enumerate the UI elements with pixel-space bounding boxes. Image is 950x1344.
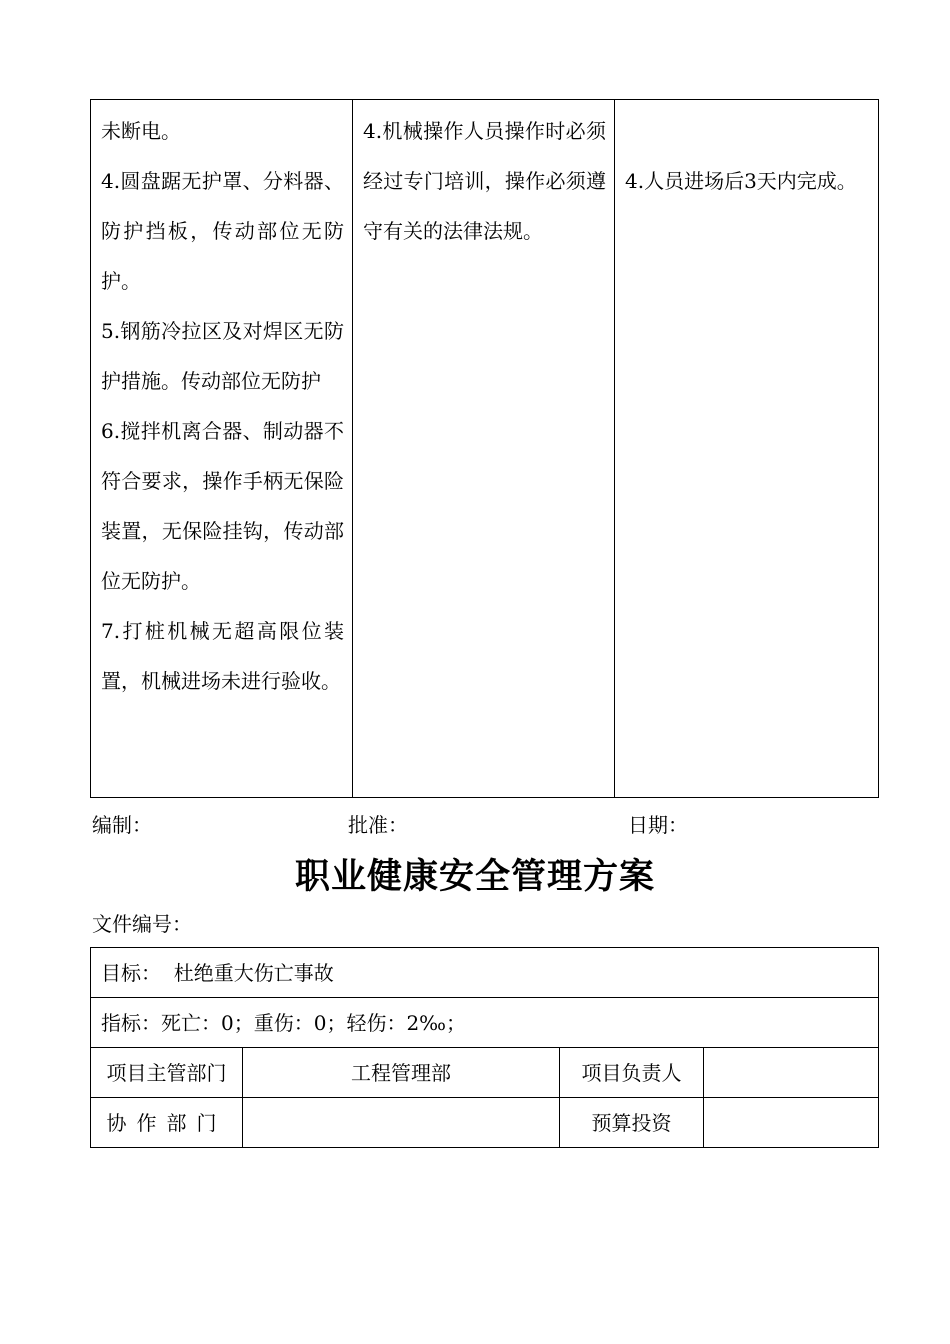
measure-cell	[353, 100, 615, 798]
dept-value-cell: 工程管理部	[243, 1048, 560, 1098]
hazard-item: 未断电。	[101, 119, 181, 143]
table-row	[91, 1048, 879, 1098]
coop-value-cell	[243, 1098, 560, 1148]
hazard-item: 5.钢筋冷拉区及对焊区无防护措施。传动部位无防护	[101, 319, 344, 393]
indicator-cell: 指标：死亡：0；重伤：0；轻伤：2‰；	[91, 998, 879, 1048]
table-row	[91, 948, 879, 998]
continued-measures-table	[90, 99, 879, 798]
coop-label-cell: 协作部门	[91, 1098, 243, 1148]
measure-item: 4.机械操作人员操作时必须经过专门培训，操作必须遵守有关的法律法规。	[363, 119, 606, 243]
leader-value-cell	[704, 1048, 879, 1098]
plan-table	[90, 947, 879, 1148]
hazard-item: 6.搅拌机离合器、制动器不符合要求，操作手柄无保险装置，无保险挂钩，传动部位无防护。	[101, 419, 344, 593]
budget-value-cell	[704, 1098, 879, 1148]
dept-label-cell: 项目主管部门	[91, 1048, 243, 1098]
table-row	[91, 998, 879, 1048]
deadline-item: 4.人员进场后3天内完成。	[625, 169, 857, 193]
leader-label-cell: 项目负责人	[560, 1048, 704, 1098]
signoff-row	[92, 808, 878, 842]
target-cell: 目标： 杜绝重大伤亡事故	[91, 948, 879, 998]
hazard-item: 4.圆盘踞无护罩、分料器、防护挡板，传动部位无防护。	[101, 169, 344, 293]
budget-label-cell: 预算投资	[560, 1098, 704, 1148]
compiled-by-label: 编制：	[92, 813, 152, 837]
table-row	[91, 100, 879, 798]
deadline-cell	[615, 100, 879, 798]
approved-by-label: 批准：	[348, 813, 408, 837]
hazard-cell	[91, 100, 353, 798]
date-label: 日期：	[628, 813, 688, 837]
hazard-item: 7.打桩机械无超高限位装置，机械进场未进行验收。	[101, 619, 344, 693]
file-number-label: 文件编号：	[92, 912, 192, 936]
page-title: 职业健康安全管理方案	[294, 856, 655, 897]
table-row	[91, 1098, 879, 1148]
